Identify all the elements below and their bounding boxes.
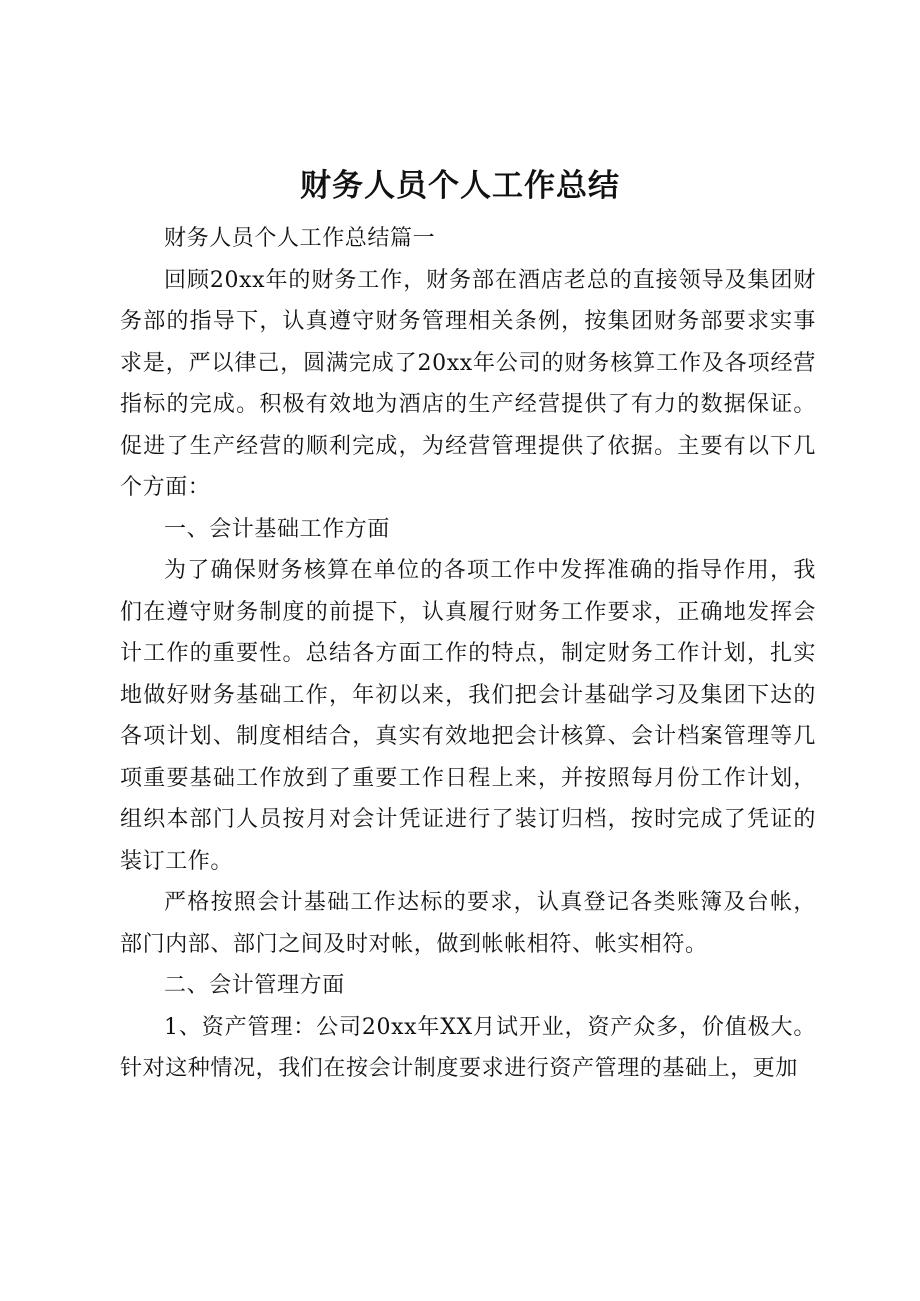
document-title: 财务人员个人工作总结 <box>300 168 620 204</box>
intro-paragraph: 回顾20xx年的财务工作，财务部在酒店老总的直接领导及集团财务部的指导下，认真遵守财务管理相关条例，按集团财务部要求实事求是，严以律己，圆满完成了20xx年公司的财务核算工作及各项经营指标的完成。积极有效地为酒店的生产经营提供了有力的数据保证。促进了生产经营的顺利完成，为经营管理提供了依据。主要有以下几个方面： <box>120 267 816 500</box>
subtitle-paragraph: 财务人员个人工作总结篇一 <box>164 226 436 251</box>
section-heading-accounting-management: 二、会计管理方面 <box>164 973 345 998</box>
document-body <box>120 218 816 1090</box>
body-paragraph: 严格按照会计基础工作达标的要求，认真登记各类账簿及台帐，部门内部、部门之间及时对帐，做到帐帐相符、帐实相符。 <box>120 890 816 957</box>
body-paragraph: 1、资产管理：公司20xx年XX月试开业，资产众多，价值极大。针对这种情况，我们在按会计制度要求进行资产管理的基础上，更加 <box>120 1014 816 1081</box>
section-heading-accounting-basics: 一、会计基础工作方面 <box>164 516 391 542</box>
body-paragraph: 为了确保财务核算在单位的各项工作中发挥准确的指导作用，我们在遵守财务制度的前提下，认真履行财务工作要求，正确地发挥会计工作的重要性。总结各方面工作的特点，制定财务工作计划，扎实地做好财务基础工作，年初以来，我们把会计基础学习及集团下达的各项计划、制度相结合，真实有效地把会计核算、会计档案管理等几项重要基础工作放到了重要工作日程上来，并按照每月份工作计划，组织本部门人员按月对会计凭证进行了装订归档，按时完成了凭证的装订工作。 <box>120 558 816 874</box>
